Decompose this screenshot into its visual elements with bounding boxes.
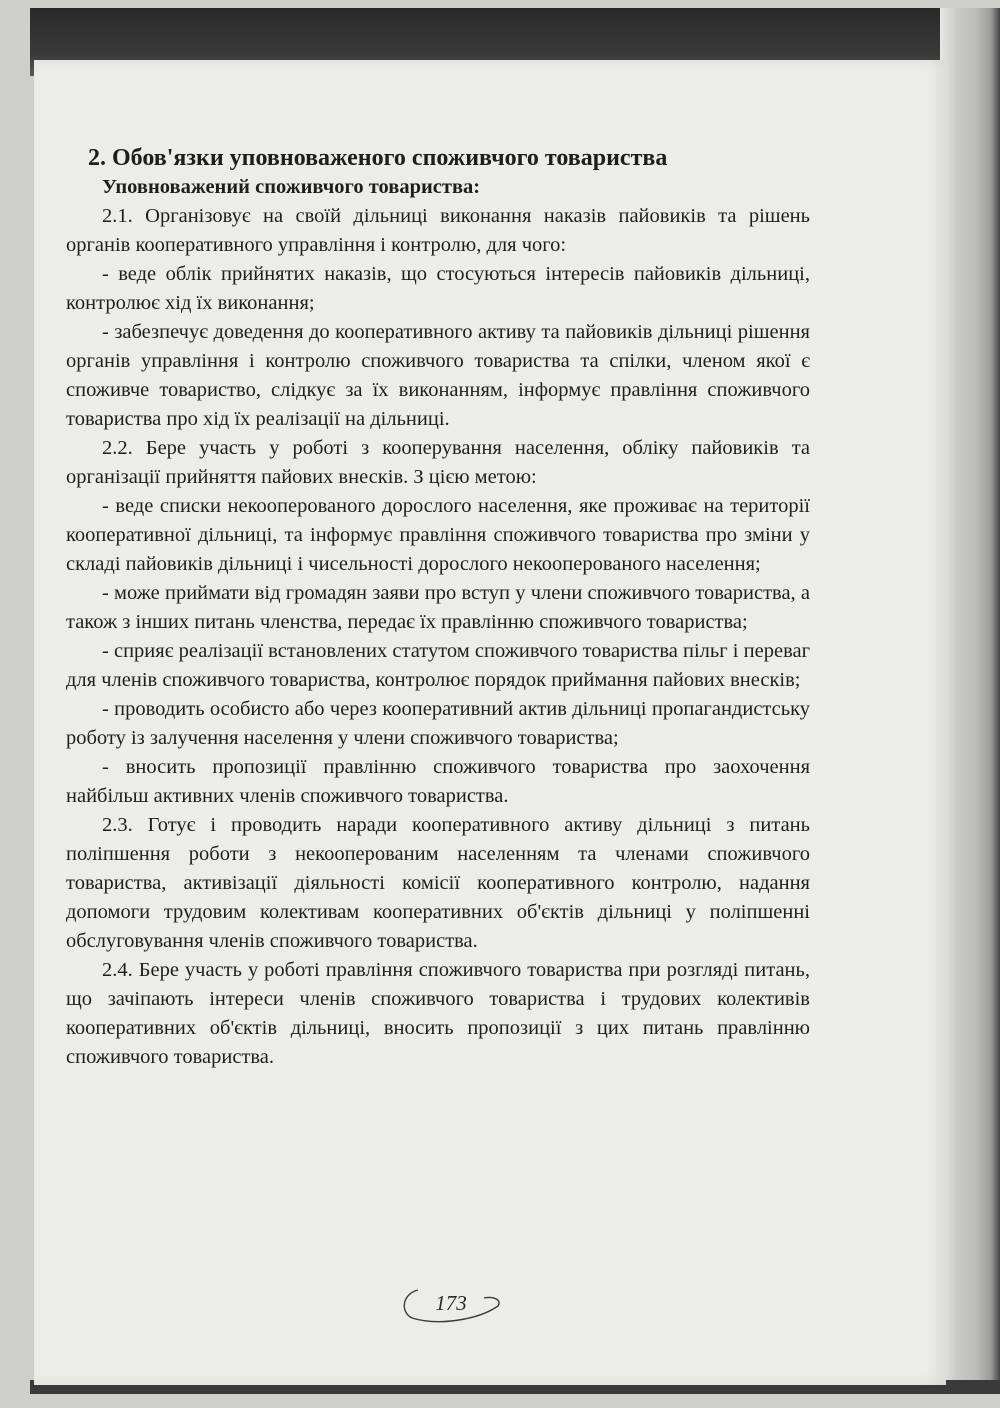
paragraph: - сприяє реалізації встановлених статутом споживчого товариства пільг і переваг для членів споживчого товариства, контролює порядок приймання пайових внесків; (66, 640, 810, 691)
paragraph: - може приймати від громадян заяви про вступ у члени споживчого товариства, а також з інших питань членства, передає їх правлінню споживчого товариства; (66, 582, 810, 633)
section-subheading: Уповноважений споживчого товариства: (102, 176, 481, 198)
paragraph: 2.2. Бере участь у роботі з кооперування населення, обліку пайовиків та організації прийняття пайових внесків. З цією метою: (66, 437, 810, 488)
paragraph: - забезпечує доведення до кооперативного активу та пайовиків дільниці рішення органів управління і контролю споживчого товариства та спілки, членом якої є споживче товариство, слідкує за їх виконанням, інформує правління споживчого товариства про хід їх реалізації на дільниці. (66, 321, 810, 430)
paragraph: - вносить пропозиції правлінню споживчого товариства про заохочення найбільш активних членів споживчого товариства. (66, 756, 810, 807)
paragraph: - веде списки некооперованого дорослого населення, яке проживає на території кооперативної дільниці, та інформує правління споживчого товариства про зміни у складі пайовиків дільниці і чисельності дорослого некооперованого населення; (66, 495, 810, 575)
page-text (66, 143, 810, 1072)
page-number (398, 1286, 504, 1326)
paragraph: 2.4. Бере участь у роботі правління споживчого товариства при розгляді питань, що зачіпають інтереси членів споживчого товариства і трудових колективів кооперативних об'єктів дільниці, вносить пропозиції з цих питань правлінню споживчого товариства. (66, 959, 810, 1068)
paragraph: - веде облік прийнятих наказів, що стосуються інтересів пайовиків дільниці, контролює хід їх виконання; (66, 263, 810, 314)
section-heading: 2. Обов'язки уповноваженого споживчого товариства (88, 145, 668, 171)
book-page-edges (940, 8, 1000, 1393)
paragraph: - проводить особисто або через кооперативний актив дільниці пропагандистську роботу із залучення населення у члени споживчого товариства; (66, 698, 810, 749)
paragraph: 2.3. Готує і проводить наради кооперативного активу дільниці з питань поліпшення роботи з некооперованим населенням та членами споживчого товариства, активізації діяльності комісії кооперативного контролю, надання допомоги трудовим колективам кооперативних об'єктів дільниці у поліпшенні обслуговування членів споживчого товариства. (66, 814, 810, 952)
page-number-text: 173 (435, 1291, 467, 1315)
paragraph: 2.1. Організовує на своїй дільниці виконання наказів пайовиків та рішень органів кооперативного управління і контролю, для чого: (66, 205, 810, 256)
